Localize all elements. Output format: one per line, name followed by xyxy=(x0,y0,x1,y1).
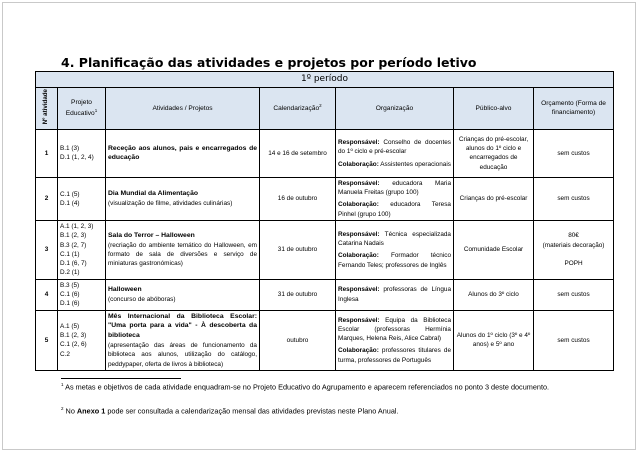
responsible: Responsável: Técnica especializada Catarina Nadais xyxy=(338,230,451,248)
activity-number: 5 xyxy=(36,310,58,370)
activity-title: Receção aos alunos, pais e encarregados de educação xyxy=(108,144,257,162)
activity-description: (concurso de abóboras) xyxy=(108,295,176,303)
activity-title: Dia Mundial da Alimentação xyxy=(108,190,199,198)
project-code: B.3 (5) xyxy=(60,281,80,289)
project-codes xyxy=(58,129,106,177)
activity-description: (apresentação das áreas de funcionamento da biblioteca aos alunos, utilização do catálogo, peddypaper, oferta de livros à biblioteca) xyxy=(108,342,257,368)
table-row xyxy=(36,177,614,220)
header-num: Nº atividade xyxy=(36,88,58,130)
organization xyxy=(336,221,454,280)
header-atividades: Atividades / Projetos xyxy=(106,88,260,130)
project-code: B.1 (3) xyxy=(60,145,80,153)
project-codes xyxy=(58,279,106,310)
activity-number: 2 xyxy=(36,177,58,220)
project-code: A.1 (1, 2, 3) xyxy=(60,223,94,230)
table-row xyxy=(36,129,614,177)
project-code: D.1 (6, 7) xyxy=(60,260,87,268)
project-codes xyxy=(58,177,106,220)
organization xyxy=(336,310,454,370)
section-title: 4. Planificação das atividades e projetos por período letivo xyxy=(61,55,477,70)
table-row xyxy=(36,279,614,310)
footnote-divider xyxy=(61,378,181,379)
activity-number: 1 xyxy=(36,129,58,177)
activity-cell xyxy=(106,129,260,177)
header-projeto: Projeto Educativo$^1$ xyxy=(58,88,106,130)
project-code: C.1 (1) xyxy=(60,250,80,258)
collaboration: Colaboração: Formador técnico Fernando Teles; professores de Inglês xyxy=(338,252,451,269)
footnote-2: $^2$ No Anexo 1 pode ser consultada a calendarização mensal das atividades previstas neste Plano Anual. xyxy=(61,406,399,416)
activity-cell xyxy=(106,177,260,220)
project-code: D.1 (4) xyxy=(60,199,80,207)
target-audience: Alunos do 3º ciclo xyxy=(454,279,534,310)
organization xyxy=(336,129,454,177)
activity-title: Sala do Terror – Halloween xyxy=(108,232,195,239)
project-code: B.3 (2, 7) xyxy=(60,241,87,249)
target-audience: Alunos do 1º ciclo (3º e 4º anos) e 5º ano xyxy=(454,310,534,370)
target-audience: Crianças do pré-escolar xyxy=(454,177,534,220)
activity-description: (visualização de filme, atividades culinárias) xyxy=(108,200,233,208)
project-code: B.1 (2, 3) xyxy=(60,331,87,339)
activity-number: 3 xyxy=(36,221,58,280)
budget-line: sem custos xyxy=(557,336,590,344)
project-code: C.1 (6) xyxy=(60,290,80,298)
table-row xyxy=(36,221,614,280)
header-orcamento: Orçamento (Forma de financiamento) xyxy=(534,88,614,130)
responsible: Responsável: Conselho de docentes do 1º ciclo e pré-escolar xyxy=(338,138,451,156)
budget xyxy=(534,177,614,220)
collaboration: Colaboração: educadora Teresa Pinhel (grupo 100) xyxy=(338,201,451,218)
activity-cell xyxy=(106,279,260,310)
project-code: C.1 (5) xyxy=(60,190,80,198)
responsible: Responsável: educadora Maria Manuela Freitas (grupo 100) xyxy=(338,179,451,197)
column-headers xyxy=(36,88,614,130)
organization xyxy=(336,177,454,220)
responsible: Responsável: Equipa da Biblioteca Escolar (professoras Hermínia Marques, Helena Reis, Alice Cabral) xyxy=(338,316,451,343)
activity-title: Mês Internacional da Biblioteca Escolar: "Uma porta para a vida" - À descoberta da biblioteca xyxy=(108,312,257,340)
collaboration: Colaboração: Assistentes operacionais xyxy=(338,160,451,168)
budget-line: POPH xyxy=(564,259,583,267)
project-codes xyxy=(58,221,106,280)
table-row xyxy=(36,310,614,370)
header-calendarizacao: Calendarização$^2$ xyxy=(260,88,336,130)
schedule: outubro xyxy=(260,310,336,370)
budget xyxy=(534,129,614,177)
schedule: 14 e 16 de setembro xyxy=(260,129,336,177)
budget-line: sem custos xyxy=(557,290,590,298)
activity-number: 4 xyxy=(36,279,58,310)
organization xyxy=(336,279,454,310)
activity-title: Halloween xyxy=(108,286,142,294)
budget xyxy=(534,221,614,280)
target-audience: Crianças do pré-escolar, alunos do 1º ciclo e encarregados de educação xyxy=(454,129,534,177)
project-code: B.1 (2, 3) xyxy=(60,232,87,240)
schedule: 31 de outubro xyxy=(260,221,336,280)
activity-cell xyxy=(106,310,260,370)
budget-line: 80€ xyxy=(568,232,579,240)
budget-line: (materiais decoração) xyxy=(542,241,605,249)
project-code: A.1 (5) xyxy=(60,322,80,330)
activities-table xyxy=(35,71,614,371)
budget xyxy=(534,279,614,310)
schedule: 16 de outubro xyxy=(260,177,336,220)
collaboration: Colaboração: professores titulares de turma, professores de Português xyxy=(338,347,451,364)
budget-line: sem custos xyxy=(557,149,590,157)
budget xyxy=(534,310,614,370)
budget-line: sem custos xyxy=(557,195,590,203)
activity-cell xyxy=(106,221,260,280)
project-code: D.2 (1) xyxy=(60,269,80,277)
header-publico: Público-alvo xyxy=(454,88,534,130)
project-code: D.1 (1, 2, 4) xyxy=(60,154,94,162)
project-code: C.2 xyxy=(60,350,70,358)
activity-description: (recriação do ambiente temático do Halloween, em formato de sala de diversões e serviço de miniaturas gastronómicas) xyxy=(108,241,257,268)
header-organizacao: Organização xyxy=(336,88,454,130)
project-code: C.1 (2, 6) xyxy=(60,341,87,349)
schedule: 31 de outubro xyxy=(260,279,336,310)
project-codes xyxy=(58,310,106,370)
responsible: Responsável: professoras de Língua Inglesa xyxy=(338,286,451,303)
project-code: D.1 (6) xyxy=(60,300,80,308)
period-header: 1º período xyxy=(36,72,614,88)
footnote-1: $^1$ As metas e objetivos de cada atividade enquadram-se no Projeto Educativo do Agrupamento e aparecem referenciados no ponto 3 deste documento. xyxy=(61,382,550,392)
target-audience: Comunidade Escolar xyxy=(454,221,534,280)
document-page xyxy=(2,2,636,450)
